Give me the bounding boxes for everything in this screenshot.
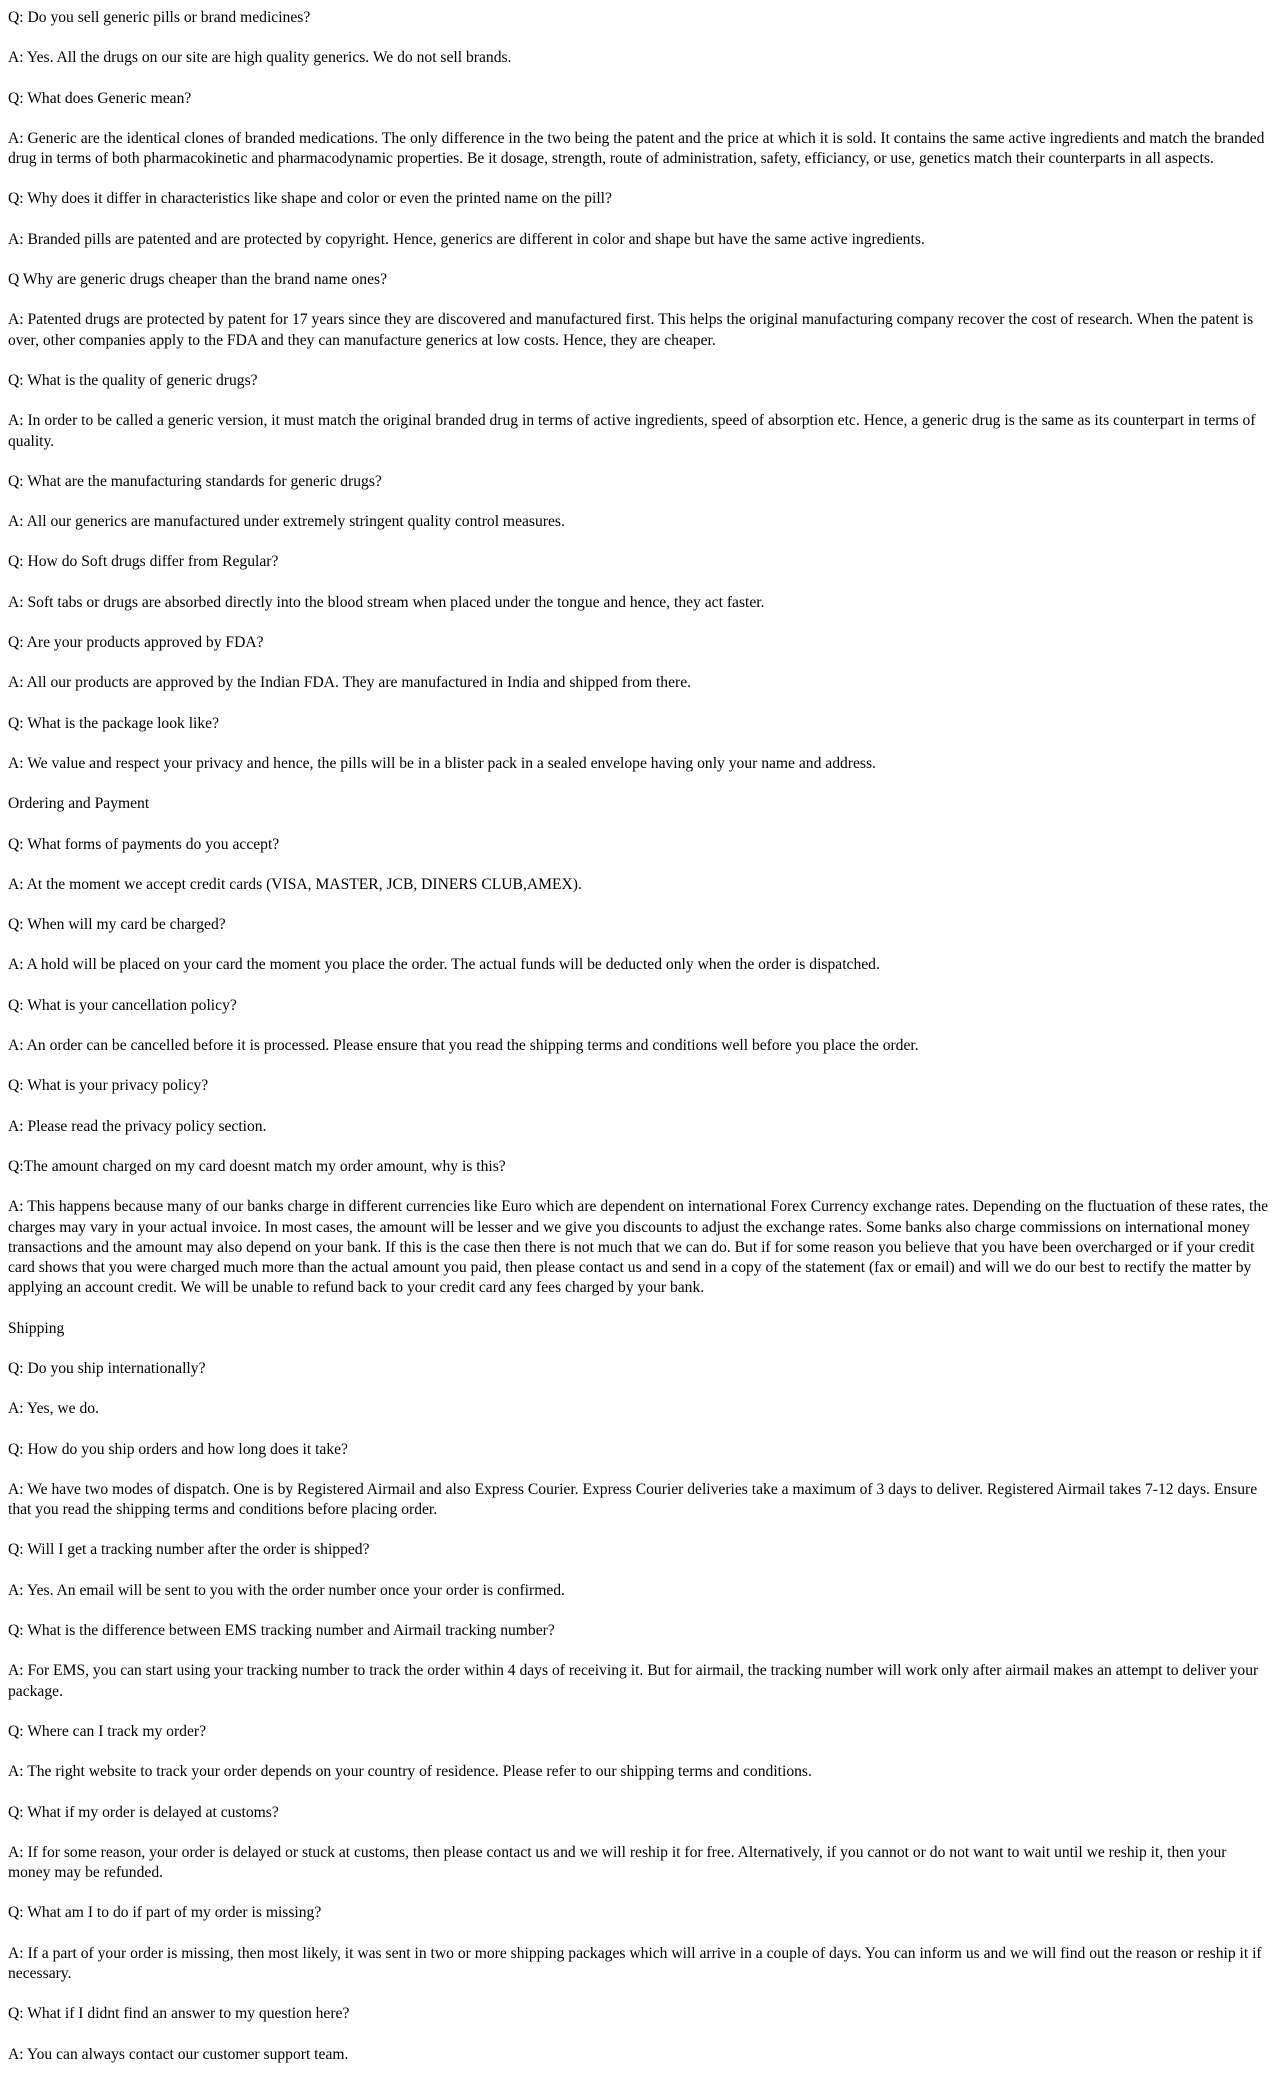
faq-answer: A: Please read the privacy policy section. (8, 1117, 267, 1135)
faq-question: Q Why are generic drugs cheaper than the brand name ones? (8, 271, 387, 289)
faq-answer: A: Soft tabs or drugs are absorbed directly into the blood stream when placed under the tongue and hence, they act faster. (8, 593, 765, 611)
faq-question: Q: Do you ship internationally? (8, 1359, 206, 1377)
faq-answer: A: Generic are the identical clones of branded medications. The only difference in the two being the patent and the price at which it is sold. It contains the same active ingredients and match the branded drug in terms of both pharmacokinetic and pharmacodynamic properties. Be it dosage, strength, route of administration, safety, efficiancy, or use, genetics match their counterparts in all aspects. (8, 129, 1265, 168)
faq-answer: A: Yes. An email will be sent to you with the order number once your order is confirmed. (8, 1581, 565, 1599)
faq-question: Q: Why does it differ in characteristics like shape and color or even the printed name on the pill? (8, 190, 612, 208)
faq-question: Q: Are your products approved by FDA? (8, 634, 264, 652)
faq-question: Q: Where can I track my order? (8, 1722, 206, 1740)
faq-answer: A: If for some reason, your order is delayed or stuck at customs, then please contact us and we will reship it for free. Alternatively, if you cannot or do not want to wait until we reship it, then your money may be refunded. (8, 1843, 1227, 1882)
faq-question: Q: What am I to do if part of my order is missing? (8, 1904, 322, 1922)
faq-answer: A: A hold will be placed on your card the moment you place the order. The actual funds will be deducted only when the order is dispatched. (8, 956, 880, 974)
faq-answer: A: All our generics are manufactured under extremely stringent quality control measures. (8, 513, 565, 531)
faq-answer: A: Yes, we do. (8, 1400, 99, 1418)
faq-question: Q: What if I didnt find an answer to my question here? (8, 2005, 350, 2023)
faq-answer: A: Yes. All the drugs on our site are high quality generics. We do not sell brands. (8, 49, 512, 67)
faq-answer: A: Branded pills are patented and are protected by copyright. Hence, generics are different in color and shape but have the same active ingredients. (8, 230, 925, 248)
faq-question: Q: How do Soft drugs differ from Regular? (8, 553, 279, 571)
faq-question: Q: What is the difference between EMS tracking number and Airmail tracking number? (8, 1622, 555, 1640)
faq-answer: A: An order can be cancelled before it is processed. Please ensure that you read the shipping terms and conditions well before you place the order. (8, 1037, 919, 1055)
section-heading-shipping: Shipping (8, 1319, 65, 1337)
faq-question: Q: What are the manufacturing standards for generic drugs? (8, 472, 382, 490)
section-heading-ordering-payment: Ordering and Payment (8, 795, 150, 813)
faq-answer: A: All our products are approved by the Indian FDA. They are manufactured in India and shipped from there. (8, 674, 692, 692)
faq-answer: A: We have two modes of dispatch. One is by Registered Airmail and also Express Courier. Express Courier deliveries take a maximum of 3 days to deliver. Registered Airmail takes 7-12 days. Ensure that you read the shipping terms and conditions before placing order. (8, 1480, 1258, 1519)
faq-answer: A: You can always contact our customer support team. (8, 2045, 349, 2063)
faq-answer: A: For EMS, you can start using your tracking number to track the order within 4 days of receiving it. But for airmail, the tracking number will work only after airmail makes an attempt to deliver your package. (8, 1662, 1259, 1700)
faq-answer: A: In order to be called a generic version, it must match the original branded drug in terms of active ingredients, speed of absorption etc. Hence, a generic drug is the same as its counterpart in terms of quality. (8, 412, 1256, 450)
faq-question: Q: Do you sell generic pills or brand medicines? (8, 9, 311, 26)
faq-question: Q:The amount charged on my card doesnt match my order amount, why is this? (8, 1157, 506, 1175)
faq-question: Q: Will I get a tracking number after the order is shipped? (8, 1541, 370, 1559)
faq-question: Q: What does Generic mean? (8, 89, 192, 107)
faq-question: Q: What is the package look like? (8, 714, 220, 732)
faq-answer: A: We value and respect your privacy and hence, the pills will be in a blister pack in a sealed envelope having only your name and address. (8, 754, 876, 772)
faq-question: Q: How do you ship orders and how long does it take? (8, 1440, 348, 1458)
faq-question: Q: When will my card be charged? (8, 916, 226, 934)
faq-question: Q: What if my order is delayed at customs? (8, 1803, 279, 1821)
faq-question: Q: What is your cancellation policy? (8, 996, 237, 1014)
faq-answer: A: Patented drugs are protected by patent for 17 years since they are discovered and manufactured first. This helps the original manufacturing company recover the cost of research. When the patent is over, other companies apply to the FDA and they can manufacture generics at low costs. Hence, they are cheaper. (8, 311, 1254, 349)
faq-answer: A: This happens because many of our banks charge in different currencies like Euro which are dependent on international Forex Currency exchange rates. Depending on the fluctuation of these rates, the charges may vary in your actual invoice. In most cases, the amount will be lesser and we give you discounts to adjust the exchange rates. Some banks also charge commissions on international money transactions and the amount may also depend on your bank. If this is the case then there is not much that we can do. But if for some reason you believe that you have been overcharged or if your credit card shows that you were charged much more than the actual amount you paid, then please contact us and send in a copy of the statement (fax or email) and will we do our best to rectify the matter by applying an account credit. We will be unable to refund back to your credit card any fees charged by your bank. (8, 1198, 1269, 1297)
faq-answer: A: At the moment we accept credit cards (VISA, MASTER, JCB, DINERS CLUB,AMEX). (8, 875, 582, 893)
faq-question: Q: What is your privacy policy? (8, 1077, 209, 1095)
faq-question: Q: What forms of payments do you accept? (8, 835, 280, 853)
faq-answer: A: The right website to track your order depends on your country of residence. Please refer to our shipping terms and conditions. (8, 1763, 812, 1781)
faq-answer: A: If a part of your order is missing, then most likely, it was sent in two or more shipping packages which will arrive in a couple of days. You can inform us and we will find out the reason or reship it if necessary. (8, 1944, 1262, 1983)
faq-question: Q: What is the quality of generic drugs? (8, 371, 258, 389)
